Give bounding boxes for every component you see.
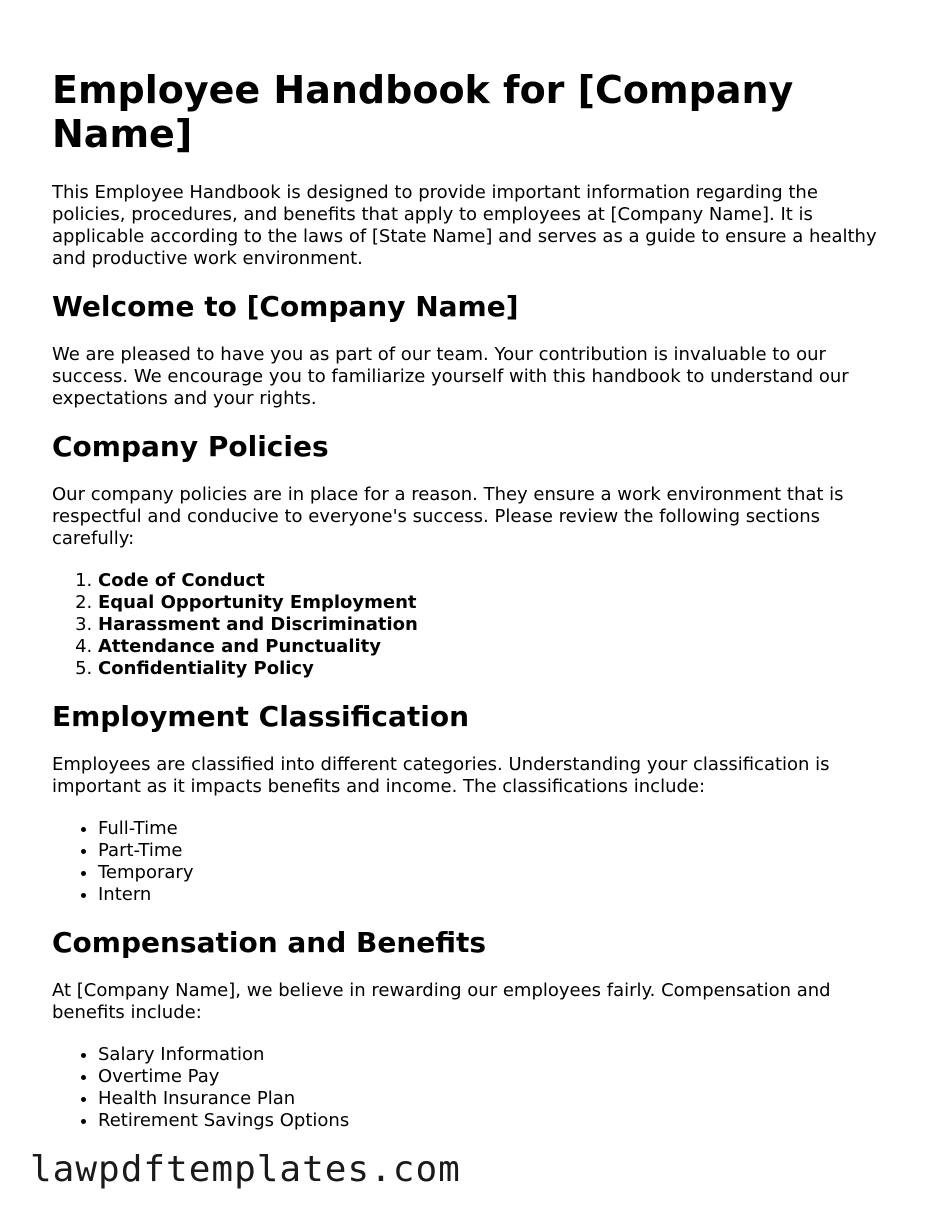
document-title: Employee Handbook for [Company Name] <box>52 68 794 156</box>
document-page <box>52 68 882 1152</box>
site-watermark: lawpdftemplates.com <box>30 1149 461 1190</box>
compensation-item: • Retirement Savings Options <box>98 1110 882 1132</box>
policy-item: 2. Equal Opportunity Employment <box>98 592 882 614</box>
classification-paragraph: Employees are classified into different categories. Understanding your classification is important as it impacts benefits and income. The classifications include: <box>52 754 830 797</box>
policy-item: 4. Attendance and Punctuality <box>98 636 882 658</box>
compensation-item: • Salary Information <box>98 1044 882 1066</box>
welcome-heading: Welcome to [Company Name] <box>52 290 519 323</box>
classification-item: • Temporary <box>98 862 882 884</box>
classification-item: • Part-Time <box>98 840 882 862</box>
policy-item: 3. Harassment and Discrimination <box>98 614 882 636</box>
policies-list <box>52 570 882 680</box>
compensation-item: • Overtime Pay <box>98 1066 882 1088</box>
intro-paragraph: This Employee Handbook is designed to provide important information regarding the policies, procedures, and benefits that apply to employees at [Company Name]. It is applicable according to the laws of [State Name] and serves as a guide to ensure a healthy and productive work environment. <box>52 182 877 269</box>
policies-paragraph: Our company policies are in place for a reason. They ensure a work environment that is respectful and conducive to everyone's success. Please review the following sections carefully: <box>52 484 844 549</box>
policies-heading: Company Policies <box>52 430 329 463</box>
policy-item: 1. Code of Conduct <box>98 570 882 592</box>
compensation-list <box>52 1044 882 1132</box>
compensation-item: • Health Insurance Plan <box>98 1088 882 1110</box>
policy-item: 5. Confidentiality Policy <box>98 658 882 680</box>
compensation-paragraph: At [Company Name], we believe in rewarding our employees fairly. Compensation and benefits include: <box>52 980 831 1023</box>
classification-heading: Employment Classification <box>52 700 470 733</box>
classification-list <box>52 818 882 906</box>
classification-item: • Full-Time <box>98 818 882 840</box>
compensation-heading: Compensation and Benefits <box>52 926 487 959</box>
classification-item: • Intern <box>98 884 882 906</box>
welcome-paragraph: We are pleased to have you as part of our team. Your contribution is invaluable to our success. We encourage you to familiarize yourself with this handbook to understand our expectations and your rights. <box>52 344 849 409</box>
